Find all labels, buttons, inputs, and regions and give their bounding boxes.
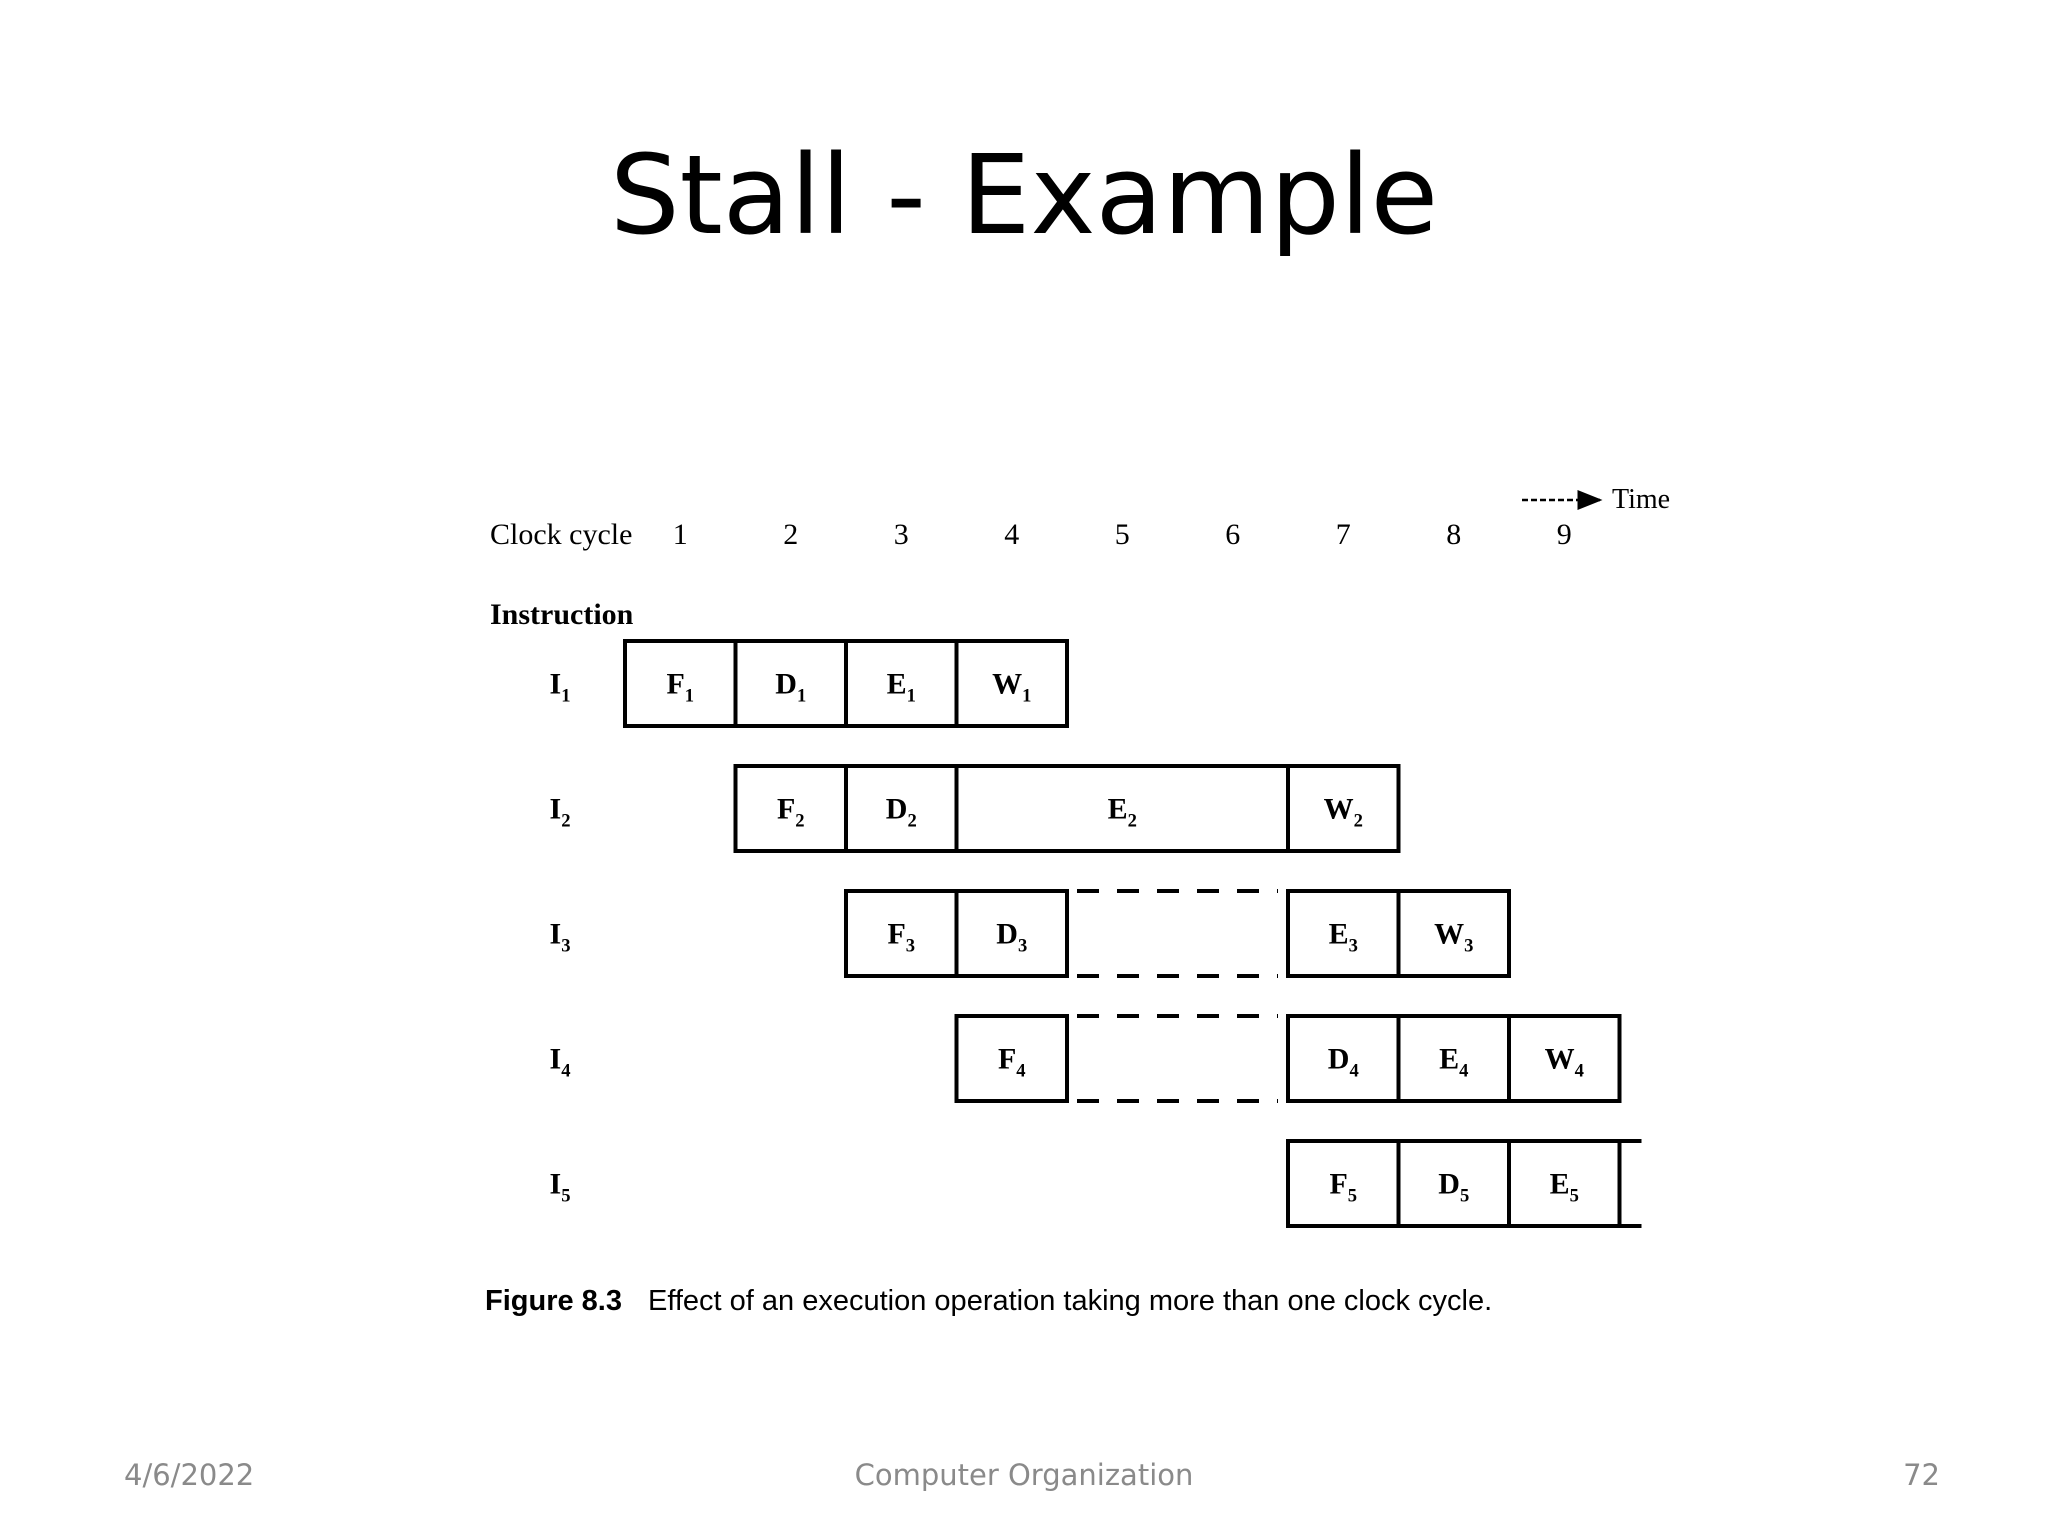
pipeline-stage-cell	[1288, 891, 1399, 976]
stage-label: $D_2$	[885, 792, 917, 832]
cycle-number: 3	[893, 518, 909, 551]
stage-label: $F_3$	[887, 917, 916, 957]
time-arrow	[1522, 484, 1670, 515]
cycle-number: 1	[672, 518, 688, 551]
instruction-row	[550, 1016, 1620, 1101]
stage-label: $E_2$	[1107, 792, 1137, 832]
cycle-number: 8	[1446, 518, 1462, 551]
footer-date: 4/6/2022	[124, 1458, 255, 1492]
stage-label: $E_4$	[1439, 1042, 1469, 1082]
pipeline-stage-cell	[957, 891, 1068, 976]
cycle-number: 5	[1114, 518, 1130, 551]
instruction-row	[550, 641, 1067, 726]
stage-label: $D_3$	[996, 917, 1028, 957]
stage-label: $W_3$	[1434, 917, 1474, 957]
instruction-label: $I_4$	[549, 1042, 571, 1082]
pipeline-stage-cell	[1509, 1016, 1620, 1101]
pipeline-stage-cell	[846, 891, 957, 976]
stage-label: $D_4$	[1327, 1042, 1359, 1082]
time-label: Time	[1612, 484, 1671, 515]
clock-cycle-label: Clock cycle	[490, 518, 633, 551]
pipeline-stage-cell	[1399, 891, 1510, 976]
pipeline-stage-cell	[1288, 766, 1399, 851]
pipeline-stage-cell	[736, 641, 847, 726]
pipeline-stage-cell	[1509, 1141, 1620, 1226]
stage-label: $E_3$	[1328, 917, 1358, 957]
cycle-numbers	[673, 518, 1572, 551]
cycle-number: 4	[1004, 518, 1020, 551]
pipeline-stage-cell	[957, 766, 1289, 851]
stage-label: $F_5$	[1329, 1167, 1358, 1207]
caption-label: Figure 8.3	[485, 1285, 622, 1317]
stage-label: $F_2$	[776, 792, 805, 832]
caption-text: Effect of an execution operation taking more than one clock cycle.	[648, 1285, 1493, 1317]
cycle-number: 7	[1335, 518, 1351, 551]
stage-label: $E_1$	[886, 667, 916, 707]
stage-label: $W_2$	[1323, 792, 1363, 832]
pipeline-stage-cell	[1399, 1141, 1510, 1226]
pipeline-stage-cell	[625, 641, 736, 726]
figure-caption	[485, 1285, 1492, 1317]
stage-label: $W_4$	[1544, 1042, 1584, 1082]
stage-label: $D_1$	[775, 667, 807, 707]
stage-label: $F_1$	[666, 667, 695, 707]
instruction-rows	[550, 641, 1642, 1226]
stage-label: $D_5$	[1438, 1167, 1470, 1207]
instruction-label: $I_3$	[549, 917, 571, 957]
instruction-header: Instruction	[490, 598, 634, 631]
pipeline-stage-cell	[1399, 1016, 1510, 1101]
pipeline-stage-cell	[957, 1016, 1068, 1101]
pipeline-stage-cell	[736, 766, 847, 851]
instruction-label: $I_1$	[549, 667, 571, 707]
instruction-label: $I_2$	[549, 792, 571, 832]
instruction-row	[550, 891, 1509, 976]
cycle-number: 2	[783, 518, 799, 551]
instruction-row	[550, 1141, 1642, 1226]
stage-label: $F_4$	[997, 1042, 1026, 1082]
pipeline-stage-cell	[1288, 1141, 1399, 1226]
footer-course: Computer Organization	[854, 1458, 1194, 1492]
stage-label: $E_5$	[1549, 1167, 1579, 1207]
pipeline-stage-cell	[846, 766, 957, 851]
cycle-number: 6	[1225, 518, 1241, 551]
cycle-number: 9	[1556, 518, 1572, 551]
instruction-row	[550, 766, 1399, 851]
instruction-label: $I_5$	[549, 1167, 571, 1207]
pipeline-stage-cell	[957, 641, 1068, 726]
stage-label: $W_1$	[992, 667, 1032, 707]
slide-title: Stall - Example	[609, 131, 1439, 259]
footer-page-number: 72	[1903, 1458, 1940, 1492]
pipeline-stage-cell	[1288, 1016, 1399, 1101]
pipeline-stage-cell	[846, 641, 957, 726]
